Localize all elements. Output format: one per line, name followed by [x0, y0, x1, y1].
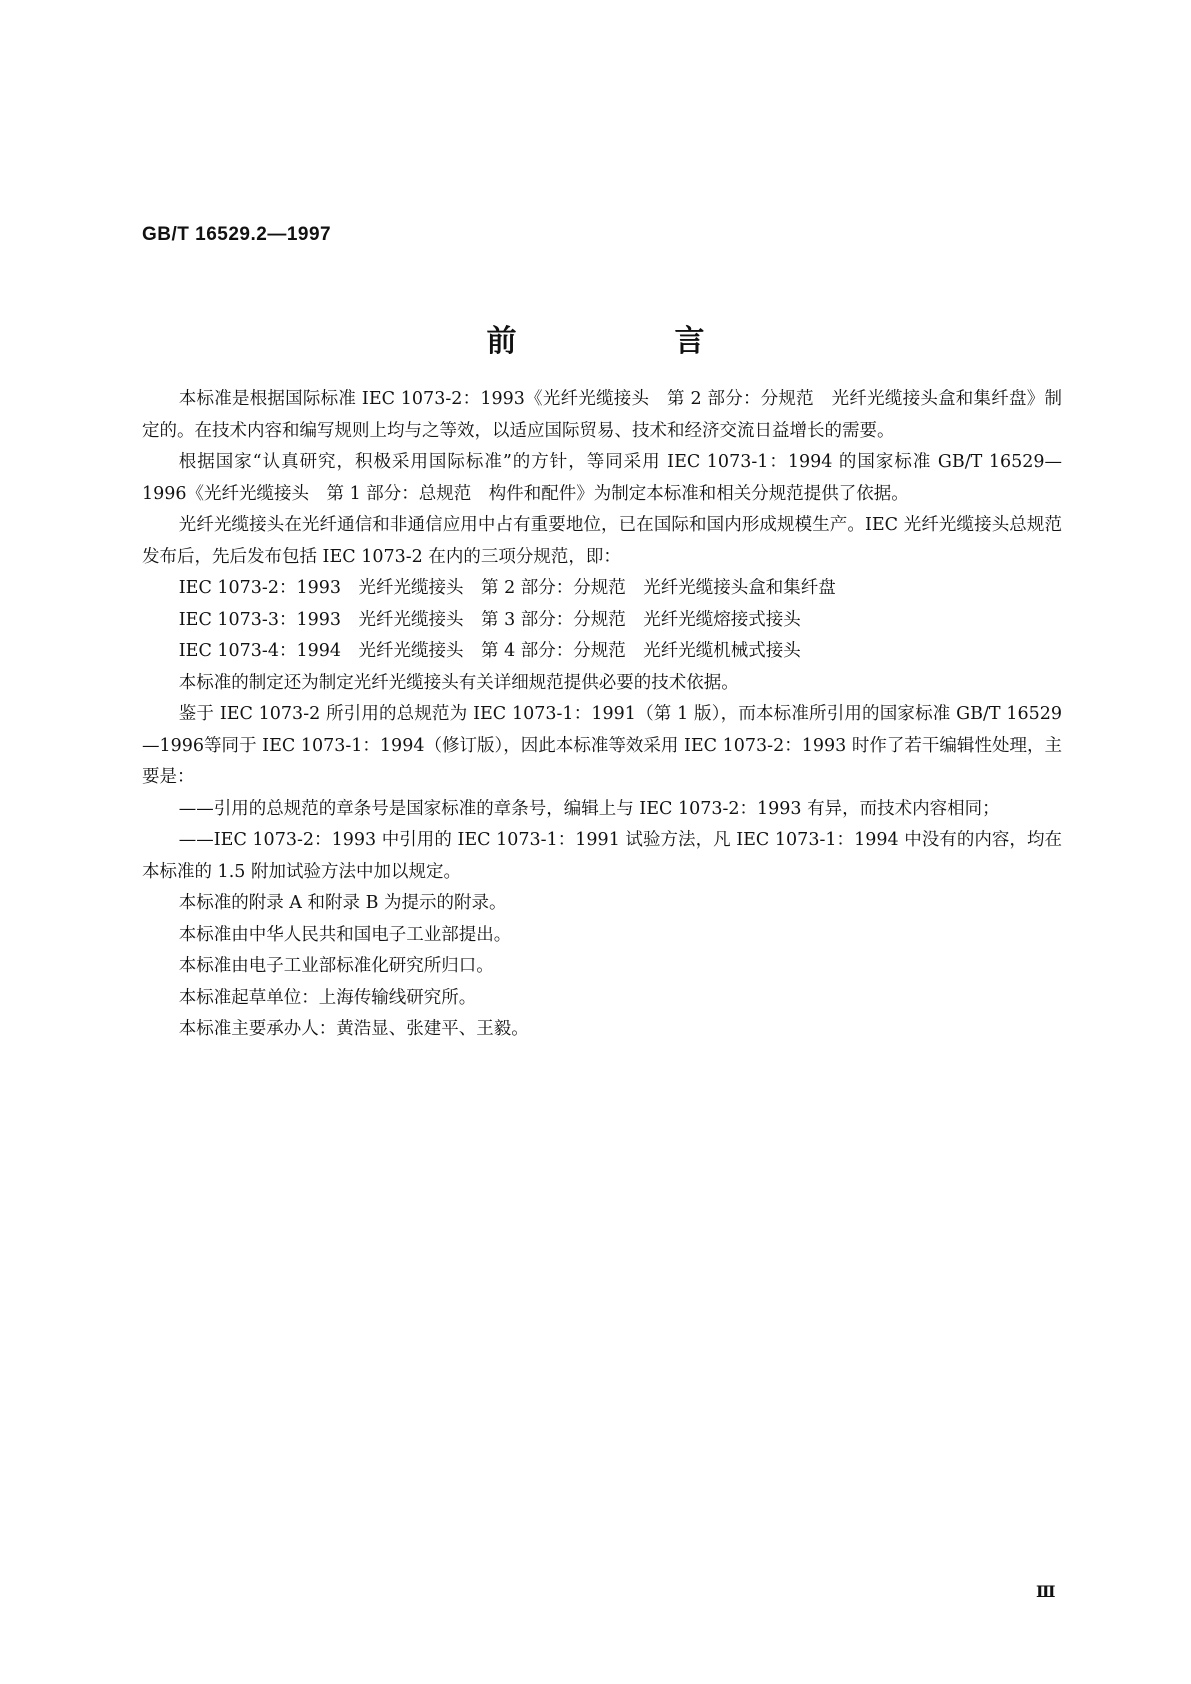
list-item-iec-1073-2: IEC 1073-2：1993 光纤光缆接头 第 2 部分：分规范 光纤光缆接头盒和集纤盘 — [178, 578, 836, 598]
paragraph-policy: 根据国家“认真研究，积极采用国际标准”的方针，等同采用 IEC 1073-1：1994 的国家标准 GB/T 16529—1996《光纤光缆接头 第 1 部分：总规范 构件和配件》为制定本标准和相关分规范提供了依据。 — [142, 452, 1062, 504]
paragraph-administered-by: 本标准由电子工业部标准化研究所归口。 — [178, 956, 494, 976]
preface-body — [142, 384, 1062, 1046]
dash-item-clause-numbers: ——引用的总规范的章条号是国家标准的章条号，编辑上与 IEC 1073-2：1993 有异，而技术内容相同； — [178, 798, 1000, 819]
paragraph-annexes: 本标准的附录 A 和附录 B 为提示的附录。 — [178, 893, 507, 913]
paragraph-proposed-by: 本标准由中华人民共和国电子工业部提出。 — [178, 924, 512, 945]
dash-item-test-methods: ——IEC 1073-2：1993 中引用的 IEC 1073-1：1991 试验方法，凡 IEC 1073-1：1994 中没有的内容，均在本标准的 1.5 附加试验方法中加以规定。 — [142, 830, 1062, 882]
list-item-iec-1073-4: IEC 1073-4：1994 光纤光缆接头 第 4 部分：分规范 光纤光缆机械式接头 — [178, 641, 801, 661]
page-number: Ⅲ — [1036, 1584, 1056, 1601]
paragraph-drafters: 本标准主要承办人：黄浩显、张建平、王毅。 — [178, 1019, 529, 1039]
paragraph-importance: 光纤光缆接头在光纤通信和非通信应用中占有重要地位，已在国际和国内形成规模生产。IEC 光纤光缆接头总规范发布后，先后发布包括 IEC 1073-2 在内的三项分规范，即： — [142, 515, 1062, 567]
standard-number: GB/T 16529.2—1997 — [142, 224, 332, 245]
page-title: 前 言 — [486, 324, 769, 359]
list-item-iec-1073-3: IEC 1073-3：1993 光纤光缆接头 第 3 部分：分规范 光纤光缆熔接式接头 — [178, 609, 801, 630]
paragraph-technical-basis: 本标准的制定还为制定光纤光缆接头有关详细规范提供必要的技术依据。 — [178, 672, 739, 693]
paragraph-drafting-unit: 本标准起草单位：上海传输线研究所。 — [178, 987, 477, 1008]
paragraph-editorial-changes: 鉴于 IEC 1073-2 所引用的总规范为 IEC 1073-1：1991（第 1 版），而本标准所引用的国家标准 GB/T 16529—1996等同于 IEC 1073-1：1994（修订版），因此本标准等效采用 IEC 1073-2：1993 时作了若干编辑性处理，主要是： — [142, 704, 1062, 787]
paragraph-basis: 本标准是根据国际标准 IEC 1073-2：1993《光纤光缆接头 第 2 部分：分规范 光纤光缆接头盒和集纤盘》制定的。在技术内容和编写规则上均与之等效，以适应国际贸易、技术和经济交流日益增长的需要。 — [142, 389, 1062, 441]
